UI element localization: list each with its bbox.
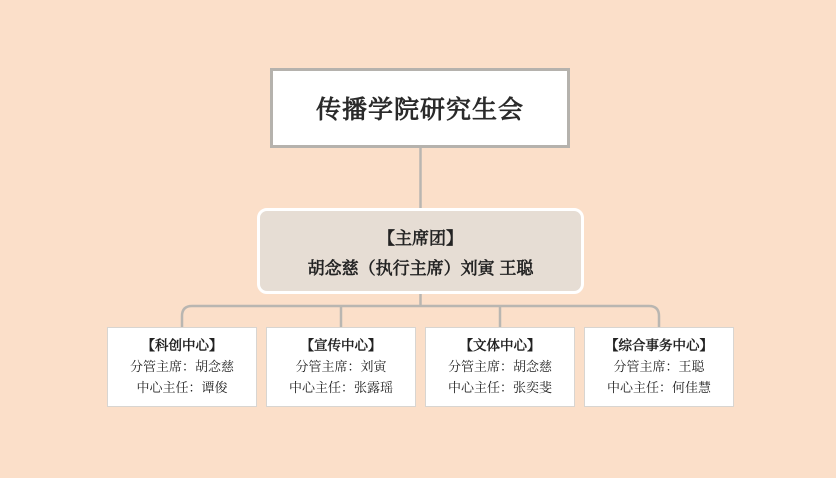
center-node-director: 中心主任：何佳慧 <box>606 380 711 395</box>
center-node-title: 【综合事务中心】 <box>605 338 713 353</box>
center-node <box>584 327 734 407</box>
chair-group-node <box>257 208 584 294</box>
root-node <box>270 68 570 148</box>
center-node <box>266 327 416 407</box>
center-node-director: 中心主任：谭俊 <box>136 380 228 395</box>
chair-group-title: 【主席团】 <box>378 228 463 248</box>
center-node-title: 【文体中心】 <box>459 338 541 353</box>
center-node-director: 中心主任：张露瑶 <box>288 380 393 395</box>
center-node <box>107 327 257 407</box>
center-node-supervisor: 分管主席：王聪 <box>613 359 705 374</box>
root-node-label: 传播学院研究生会 <box>315 96 524 124</box>
center-node-title: 【宣传中心】 <box>300 338 382 353</box>
center-node-supervisor: 分管主席：胡念慈 <box>129 359 234 374</box>
center-node <box>425 327 575 407</box>
connector-bus <box>182 306 659 327</box>
center-node-supervisor: 分管主席：胡念慈 <box>447 359 552 374</box>
center-node-title: 【科创中心】 <box>141 338 223 353</box>
chair-group-members: 胡念慈（执行主席）刘寅 王聪 <box>307 258 534 278</box>
center-node-director: 中心主任：张奕斐 <box>447 380 552 395</box>
center-node-supervisor: 分管主席：刘寅 <box>295 359 387 374</box>
